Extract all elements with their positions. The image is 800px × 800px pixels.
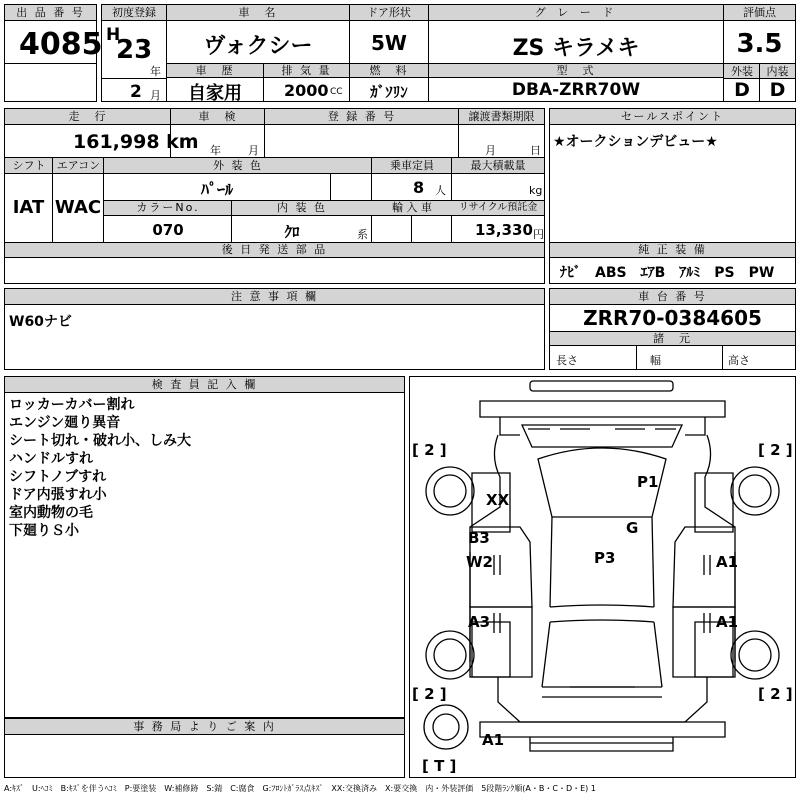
tire-mark-rear-left: [ 2 ] — [412, 685, 447, 703]
mark-p3: P3 — [594, 549, 616, 567]
later-parts-label: 後 日 発 送 部 品 — [5, 243, 544, 258]
spec-label: 諸 元 — [550, 331, 795, 346]
first-reg-label: 初度登録 — [102, 5, 166, 21]
note-line: ドア内張すれ小 — [9, 487, 107, 503]
car-outline — [410, 377, 795, 777]
score-box — [723, 4, 796, 102]
model-label: 型 式 — [429, 64, 723, 78]
displacement: 2000 — [284, 81, 329, 100]
note-line: シート切れ・破れ小、しみ大 — [9, 433, 191, 449]
doors-label: ドア形状 — [350, 5, 428, 21]
inspector-box — [4, 376, 405, 718]
mark-b3: B3 — [468, 529, 490, 547]
equipment-label: 純 正 装 備 — [550, 243, 795, 258]
transfer-month-unit: 月 — [485, 144, 496, 157]
lot-box — [4, 4, 103, 102]
color: ﾊﾟｰﾙ — [200, 180, 233, 199]
note-line: 下廻りＳ小 — [9, 523, 79, 539]
displacement-unit: CC — [330, 87, 343, 97]
name-label: 車 名 — [167, 5, 349, 21]
first-reg-box — [101, 4, 167, 102]
capacity-label: 乗車定員 — [372, 158, 452, 174]
color-no: 070 — [152, 221, 184, 239]
shift-label: シフト — [5, 158, 53, 174]
tire-mark-rear-right: [ 2 ] — [758, 685, 793, 703]
color-no-label: カラーNo. — [104, 201, 232, 216]
displacement-box — [263, 63, 350, 102]
exterior-grade: D — [734, 79, 750, 101]
model: DBA-ZRR70W — [511, 80, 641, 100]
mark-a1-right-front: A1 — [716, 553, 739, 571]
note-line: 室内動物の毛 — [9, 505, 93, 521]
mileage-label: 走 行 — [5, 109, 171, 125]
score-label: 評価点 — [724, 5, 795, 21]
width-label: 幅 — [650, 354, 661, 367]
mark-a1-rear: A1 — [482, 731, 505, 749]
doors: 5W — [371, 31, 407, 55]
note-line: ロッカーカバー割れ — [9, 397, 135, 413]
interior-label: 内装 — [760, 64, 795, 79]
transfer-label: 譲渡書類期限 — [459, 109, 544, 125]
note-line: シフトノブすれ — [9, 469, 107, 485]
history: 自家用 — [188, 83, 242, 104]
mark-a1-right-rear: A1 — [716, 613, 739, 631]
lot-number: 4085 — [19, 27, 103, 62]
month-unit: 月 — [150, 89, 161, 102]
mark-p1: P1 — [637, 473, 659, 491]
name-box — [166, 4, 350, 64]
int-color-unit: 系 — [357, 228, 368, 241]
grade-box — [428, 4, 724, 64]
chassis-box — [549, 288, 796, 370]
mark-a3: A3 — [468, 613, 491, 631]
grade-label: グ レ ー ド — [429, 5, 723, 21]
inspection-label: 車 検 — [171, 109, 265, 125]
sales-text: ★オークションデビュー★ — [553, 134, 718, 150]
year-unit: 年 — [150, 65, 161, 78]
import-label: 輸 入 車 — [372, 201, 452, 216]
history-label: 車 歴 — [167, 64, 263, 78]
recycle-unit: 円 — [533, 228, 544, 241]
interior-grade: D — [769, 79, 786, 101]
chassis-number: ZRR70-0384605 — [583, 306, 762, 330]
capacity-unit: 人 — [435, 184, 446, 197]
office-box — [4, 718, 405, 778]
note-line: ハンドルすれ — [9, 451, 93, 467]
recycle: 13,330 — [475, 221, 533, 239]
height-label: 高さ — [728, 354, 750, 367]
specs-box — [4, 108, 545, 284]
shift: IAT — [12, 197, 45, 218]
chassis-label: 車 台 番 号 — [550, 289, 795, 305]
int-color: ｸﾛ — [284, 223, 300, 241]
exterior-label: 外装 — [724, 64, 760, 79]
ac-label: エアコン — [53, 158, 104, 174]
score: 3.5 — [736, 29, 783, 59]
caution-text: W60ナビ — [9, 314, 72, 330]
displacement-label: 排 気 量 — [264, 64, 349, 78]
load-unit: kg — [529, 184, 543, 197]
mileage: 161,998 km — [73, 131, 199, 153]
sales-label: セールスポイント — [550, 109, 795, 125]
mark-g: G — [626, 519, 639, 537]
fuel: ｶﾞｿﾘﾝ — [370, 83, 408, 101]
load-label: 最大積載量 — [452, 158, 544, 174]
inspector-notes — [9, 396, 191, 540]
caution-label: 注 意 事 項 欄 — [5, 289, 544, 305]
car-diagram — [409, 376, 796, 778]
car-name: ヴォクシー — [203, 34, 313, 59]
grade: ZS キラメキ — [512, 36, 640, 61]
tire-mark-front-right: [ 2 ] — [758, 441, 793, 459]
insp-year-unit: 年 — [210, 144, 221, 157]
int-color-label: 内 装 色 — [232, 201, 372, 216]
mark-w2: W2 — [466, 553, 493, 571]
reg-label: 登 録 番 号 — [265, 109, 459, 125]
capacity: 8 — [413, 178, 425, 197]
lot-label: 出 品 番 号 — [5, 5, 96, 21]
legend: A:ｷｽﾞ U:ﾍｺﾐ B:ｷｽﾞを伴うﾍｺﾐ P:要塗装 W:補修跡 S:錆 C:腐食 G:ﾌﾛﾝﾄｶﾞﾗｽ点ｷｽﾞ XX:交換済み X:要交換 内・外装評価 5段階ﾗﾝｸ順(A・B・C・D・E) 1 — [4, 784, 596, 793]
color-label: 外 装 色 — [104, 158, 372, 174]
era: H — [106, 25, 121, 45]
length-label: 長さ — [556, 354, 578, 367]
ac: WAC — [54, 197, 102, 218]
inspector-label: 検 査 員 記 入 欄 — [5, 377, 404, 393]
office-label: 事 務 局 よ り ご 案 内 — [5, 719, 404, 735]
insp-month-unit: 月 — [248, 144, 259, 157]
note-line: エンジン廻り異音 — [9, 415, 121, 431]
tire-mark-front-left: [ 2 ] — [412, 441, 447, 459]
history-box — [166, 63, 264, 102]
sales-box — [549, 108, 796, 284]
equipment-text: ﾅﾋﾞ ABS ｴｱB ｱﾙﾐ PS PW — [560, 265, 775, 281]
mark-xx: XX — [486, 491, 510, 509]
spare-mark: [ T ] — [422, 757, 457, 775]
recycle-label: リサイクル預託金 — [452, 201, 544, 216]
model-box — [428, 63, 724, 102]
reg-month: 2 — [130, 82, 142, 102]
caution-box — [4, 288, 545, 370]
fuel-label: 燃 料 — [350, 64, 428, 78]
transfer-day-unit: 日 — [530, 144, 541, 157]
fuel-box — [349, 63, 429, 102]
reg-year: 23 — [116, 35, 153, 65]
doors-box — [349, 4, 429, 64]
